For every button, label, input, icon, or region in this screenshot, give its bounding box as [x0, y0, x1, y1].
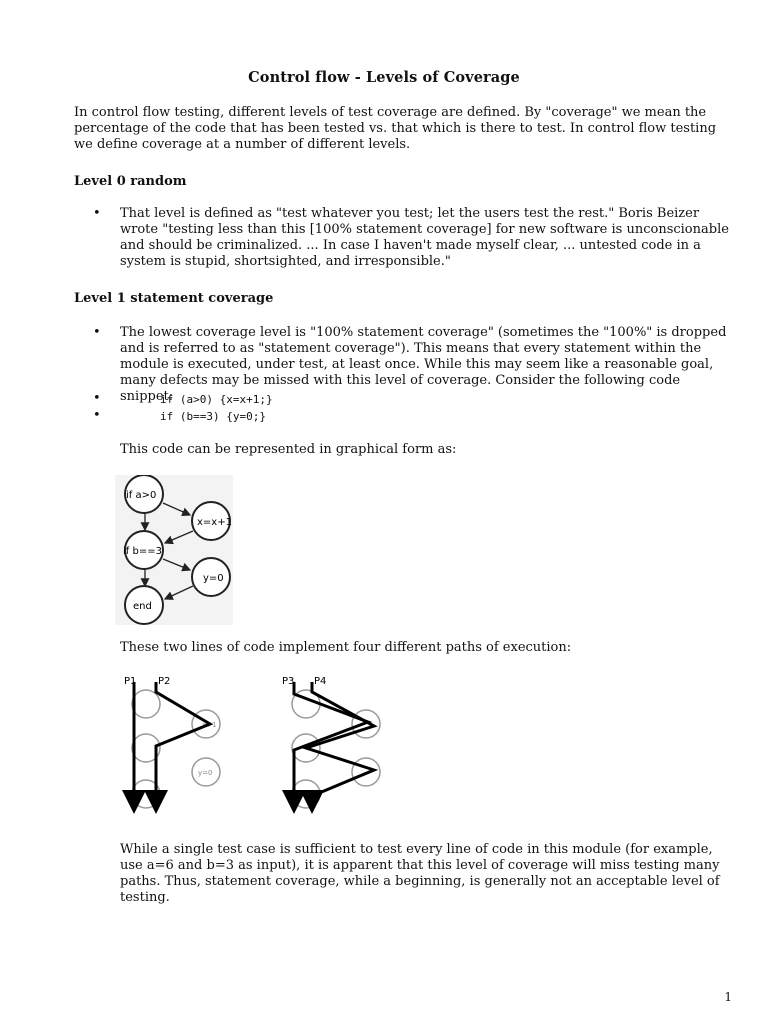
bullet-symbol: •: [93, 206, 101, 221]
page-number: 1: [724, 990, 732, 1004]
control-flow-graph: [115, 475, 233, 625]
code-line-2: if (b==3) {y=0;}: [160, 410, 266, 423]
path-label: P3: [282, 676, 295, 687]
paths-figure-p1-p2: [120, 674, 230, 814]
code-line-1: if (a>0) {x=x+1;}: [160, 393, 273, 406]
graph-node-label: x=x+1: [197, 517, 232, 528]
svg-text:y=0: y=0: [198, 769, 213, 777]
graph-intro-text: This code can be represented in graphical form as:: [120, 442, 457, 457]
path-label: P1: [124, 676, 137, 687]
page-title: Control flow - Levels of Coverage: [248, 69, 520, 86]
bullet-symbol: •: [93, 408, 101, 423]
graph-node-label: if a>0: [126, 490, 157, 501]
level1-heading: Level 1 statement coverage: [74, 291, 274, 306]
graph-node-label: end: [133, 601, 152, 612]
paths-figure-p3-p4: [280, 674, 390, 814]
level1-bullet-text: The lowest coverage level is "100% statement coverage" (sometimes the "100%" is dropped and is referred to as "statement coverage"). This means that every statement within the module is executed, under test, at least once. While this may seem like a reasonable goal, many defects may be missed with this level of coverage. Consider the following code snippet:: [120, 325, 727, 404]
conclusion-text: While a single test case is sufficient to test every line of code in this module (for example, use a=6 and b=3 as input), it is apparent that this level of coverage will miss testing many paths. Thus, statement coverage, while a beginning, is generally not an acceptable level of testing.: [120, 842, 720, 905]
level0-bullet-text: That level is defined as "test whatever you test; let the users test the rest." Boris Beizer wrote "testing less than this [100% statement coverage] for new software is unconscionable and should be criminalized. ... In case I haven't made myself clear, ... untested code in a system is stupid, shortsighted, and irresponsible.": [120, 206, 729, 269]
level0-heading: Level 0 random: [74, 174, 187, 189]
svg-text:x+1: x+1: [202, 721, 217, 729]
path-label: P2: [158, 676, 171, 687]
graph-node-label: if b==3: [123, 546, 162, 557]
intro-paragraph: In control flow testing, different levels of test coverage are defined. By "coverage" we mean the percentage of the code that has been tested vs. that which is there to test. In control flow testing we define coverage at a number of different levels.: [74, 105, 717, 152]
graph-node-label: y=0: [203, 573, 224, 584]
path-label: P4: [314, 676, 327, 687]
bullet-symbol: •: [93, 391, 101, 406]
paths-intro-text: These two lines of code implement four different paths of execution:: [120, 640, 572, 655]
bullet-symbol: •: [93, 325, 101, 340]
